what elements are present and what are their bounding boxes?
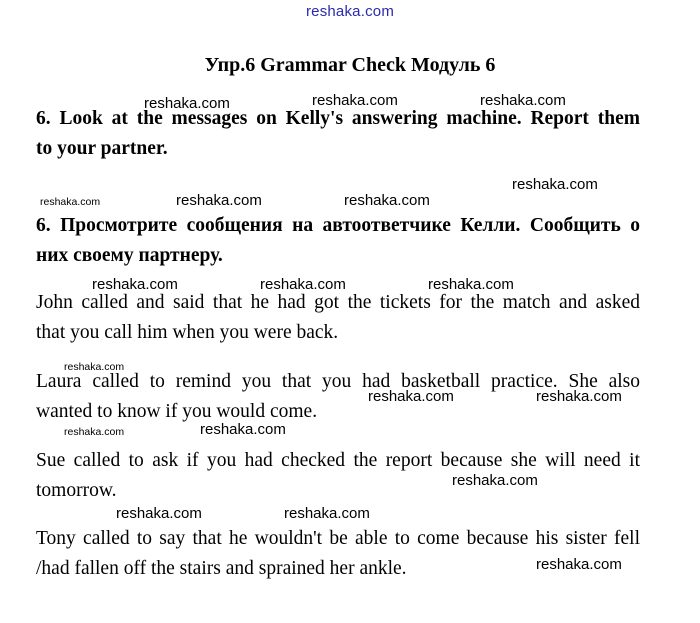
- answer-tony-line-1: Tony called to say that he wouldn't be able to come because his sister fell: [36, 528, 640, 549]
- watermark: reshaka.com: [92, 276, 178, 293]
- answer-john: [36, 288, 640, 348]
- watermark: reshaka.com: [480, 92, 566, 109]
- watermark: reshaka.com: [200, 421, 286, 438]
- watermark: reshaka.com: [116, 505, 202, 522]
- watermark: reshaka.com: [344, 192, 430, 209]
- answer-sue-line-1: Sue called to ask if you had checked the report because she will need it: [36, 450, 640, 471]
- answer-john-line-2: that you call him when you were back.: [36, 322, 339, 343]
- watermark: reshaka.com: [176, 192, 262, 209]
- watermark: reshaka.com: [40, 196, 101, 208]
- watermark: reshaka.com: [512, 176, 598, 193]
- watermark: reshaka.com: [536, 388, 622, 405]
- watermark: reshaka.com: [64, 426, 125, 438]
- answer-sue-line-2: tomorrow.: [36, 480, 117, 501]
- watermark: reshaka.com: [368, 388, 454, 405]
- task-russian-line-1: 6. Просмотрите сообщения на автоответчике Келли. Сообщить о: [36, 215, 640, 236]
- answer-laura-line-1: Laura called to remind you that you had basketball practice. She also: [36, 371, 640, 392]
- task-english-line-2: to your partner.: [36, 138, 168, 159]
- task-english-line-1: 6. Look at the messages on Kelly's answering machine. Report them: [36, 108, 640, 129]
- watermark: reshaka.com: [144, 95, 230, 112]
- task-russian: [36, 211, 640, 271]
- watermark: reshaka.com: [260, 276, 346, 293]
- answer-sue: [36, 446, 640, 506]
- watermark: reshaka.com: [536, 556, 622, 573]
- watermark: reshaka.com: [284, 505, 370, 522]
- page-title: Упр.6 Grammar Check Модуль 6: [204, 54, 496, 76]
- watermark: reshaka.com: [452, 472, 538, 489]
- answer-tony-line-2: /had fallen off the stairs and sprained her ankle.: [36, 558, 407, 579]
- answer-laura-line-2: wanted to know if you would come.: [36, 401, 318, 422]
- watermark: reshaka.com: [428, 276, 514, 293]
- watermark: reshaka.com: [64, 361, 125, 373]
- task-russian-line-2: них своему партнеру.: [36, 245, 223, 266]
- task-english: [36, 104, 640, 164]
- watermark: reshaka.com: [312, 92, 398, 109]
- answer-tony: [36, 524, 640, 584]
- answer-john-line-1: John called and said that he had got the tickets for the match and asked: [36, 292, 640, 313]
- site-header-logo: reshaka.com: [305, 3, 395, 20]
